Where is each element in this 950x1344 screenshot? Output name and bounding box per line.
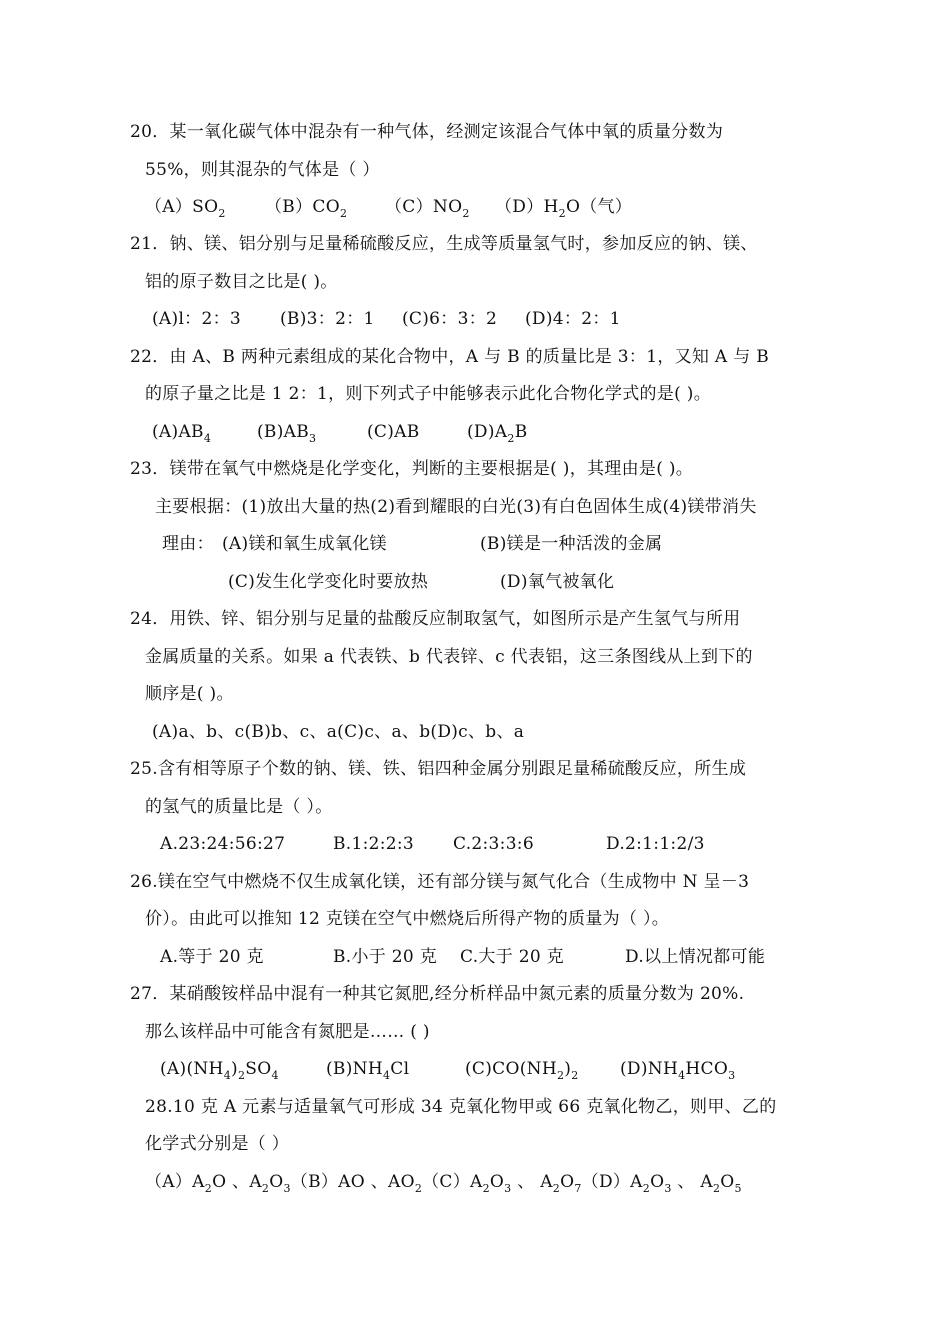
q24-line1: 24．用铁、锌、铝分别与足量的盐酸反应制取氢气，如图所示是产生氢气与所用 [130,609,741,629]
q20-option-b: $(B)CO_2$ [265,197,348,220]
q23-reason-d: (D)氧气被氧化 [500,572,615,592]
q27-option-a: $(A)(NH_4)_2SO_4$ [160,1059,279,1082]
q25-option-a: A.23:24:56:27 [160,834,286,854]
q20-option-a: $(A)SO_2$ [145,197,226,220]
q25-option-b: B.1:2:2:3 [333,834,415,854]
q21-option-d: (D)4：2：1 [525,309,621,329]
q27-option-c: $(C)CO(NH_2)_2$ [465,1059,579,1082]
q26-option-c: C.大于 20 克 [460,947,564,967]
q22-line2: 的原子量之比是 1 2：1，则下列式子中能够表示此化合物化学式的是( )。 [145,384,712,404]
q26-option-d: D.以上情况都可能 [625,947,766,967]
q28-line1: 28.10 克 A 元素与适量氧气可形成 34 克氧化物甲或 66 克氧化物乙，则甲、乙的 [145,1097,777,1117]
q20-option-c: $(C)NO_2$ [385,197,470,220]
q22-option-a: $(A)AB_4$ [152,422,212,445]
q23-reason-c: (C)发生化学变化时要放热 [228,572,429,592]
q23-reason-label: 理由： [162,534,214,554]
q22-option-d: $(D)A_2B$ [467,422,528,445]
q25-line1: 25.含有相等原子个数的钠、镁、铁、铝四种金属分别跟足量稀硫酸反应，所生成 [130,759,747,779]
q21-option-c: (C)6：3：2 [402,309,498,329]
q25-line2: 的氢气的质量比是（ ）。 [145,797,333,817]
q24-line3: 顺序是( )。 [145,684,234,704]
q22-option-c: (C)AB [367,422,420,442]
q21-option-a: (A)l：2：3 [152,309,242,329]
q26-line2: 价）。由此可以推知 12 克镁在空气中燃烧后所得产物的质量为（ ）。 [145,909,670,929]
q25-option-c: C.2:3:3:6 [453,834,534,854]
q26-option-b: B.小于 20 克 [333,947,438,967]
q26-option-a: A.等于 20 克 [160,947,264,967]
q24-options: (A)a、b、c(B)b、c、a(C)c、a、b(D)c、b、a [152,722,525,742]
q23-reason-b: (B)镁是一种活泼的金属 [480,534,663,554]
q22-line1: 22．由 A、B 两种元素组成的某化合物中，A 与 B 的质量比是 3：1，又知 A 与 B [130,347,770,367]
q20-line2: 55%，则其混杂的气体是（ ） [145,160,380,180]
q21-line1: 21．钠、镁、铝分别与足量稀硫酸反应，生成等质量氢气时，参加反应的钠、镁、 [130,234,758,254]
q27-line2: 那么该样品中可能含有氮肥是…… ( ) [145,1022,430,1042]
q24-line2: 金属质量的关系。如果 a 代表铁、b 代表锌、c 代表铝，这三条图线从上到下的 [145,647,753,667]
q21-option-b: (B)3：2：1 [280,309,375,329]
q25-option-d: D.2:1:1:2/3 [606,834,705,854]
q22-option-b: $(B)AB_3$ [257,422,317,445]
q23-line2: 主要根据：(1)放出大量的热(2)看到耀眼的白光(3)有白色固体生成(4)镁带消失 [155,497,757,517]
q28-line2: 化学式分别是（ ） [145,1134,290,1154]
q20-option-d: $(D)H_2O$（气） [495,197,633,220]
q26-line1: 26.镁在空气中燃烧不仅生成氧化镁，还有部分镁与氮气化合（生成物中 N 呈－3 [130,872,750,892]
q23-reason-a: (A)镁和氧生成氧化镁 [222,534,387,554]
q23-line1: 23．镁带在氧气中燃烧是化学变化，判断的主要根据是( )，其理由是( )。 [130,459,694,479]
q27-option-b: $(B)NH_4Cl$ [326,1059,410,1082]
q21-line2: 铝的原子数目之比是( )。 [145,272,338,292]
q20-line1: 20．某一氧化碳气体中混杂有一种气体，经测定该混合气体中氧的质量分数为 [130,122,724,142]
q28-options: $(A)A_2O$ 、$A_2O_3(B)AO$ 、$AO_2(C)A_2O_3$ 、 $A_2O_7(D)A_2O_3$ 、 $A_2O_5$ [145,1172,742,1195]
q27-line1: 27．某硝酸铵样品中混有一种其它氮肥,经分析样品中氮元素的质量分数为 20%. [130,984,745,1004]
q27-option-d: $(D)NH_4HCO_3$ [620,1059,736,1082]
